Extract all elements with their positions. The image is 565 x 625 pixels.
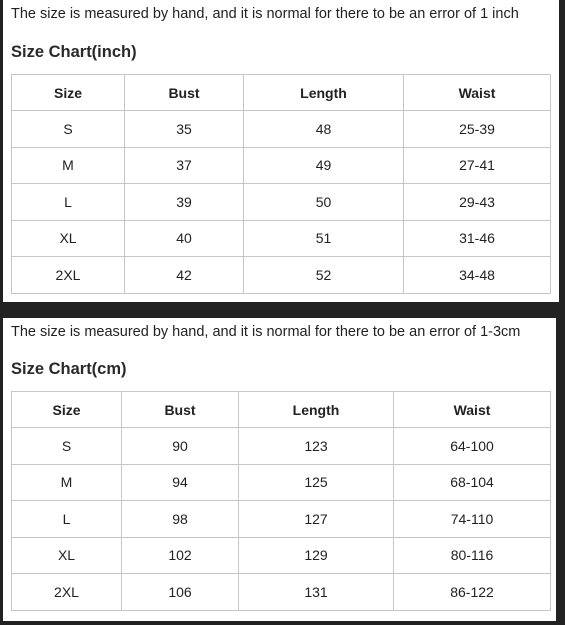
header-size: Size bbox=[12, 392, 122, 428]
inch-chart-title: Size Chart(inch) bbox=[11, 43, 137, 61]
inch-measurement-note: The size is measured by hand, and it is normal for there to be an error of 1 inch bbox=[11, 6, 519, 22]
cell-size: S bbox=[12, 428, 122, 465]
table-row bbox=[12, 574, 551, 611]
cell-bust: 106 bbox=[122, 574, 239, 611]
cell-length: 125 bbox=[239, 464, 394, 501]
cell-waist: 27-41 bbox=[404, 147, 551, 184]
inch-size-table bbox=[11, 74, 551, 294]
cell-length: 123 bbox=[239, 428, 394, 465]
table-row bbox=[12, 428, 551, 465]
header-bust: Bust bbox=[125, 75, 244, 111]
inch-size-panel bbox=[3, 0, 559, 302]
table-row bbox=[12, 220, 551, 257]
table-row bbox=[12, 537, 551, 574]
header-waist: Waist bbox=[394, 392, 551, 428]
cell-waist: 74-110 bbox=[394, 501, 551, 538]
cell-length: 48 bbox=[244, 111, 404, 148]
cell-length: 49 bbox=[244, 147, 404, 184]
cell-length: 51 bbox=[244, 220, 404, 257]
cm-measurement-note: The size is measured by hand, and it is normal for there to be an error of 1-3cm bbox=[11, 324, 521, 340]
cell-size: M bbox=[12, 147, 125, 184]
cell-size: 2XL bbox=[12, 257, 125, 294]
cell-bust: 94 bbox=[122, 464, 239, 501]
table-header-row bbox=[12, 75, 551, 111]
cell-bust: 39 bbox=[125, 184, 244, 221]
cell-length: 50 bbox=[244, 184, 404, 221]
header-length: Length bbox=[239, 392, 394, 428]
cm-size-table bbox=[11, 391, 551, 611]
cell-waist: 80-116 bbox=[394, 537, 551, 574]
cell-waist: 29-43 bbox=[404, 184, 551, 221]
cell-bust: 102 bbox=[122, 537, 239, 574]
cell-waist: 34-48 bbox=[404, 257, 551, 294]
cm-chart-title: Size Chart(cm) bbox=[11, 360, 127, 378]
cell-bust: 42 bbox=[125, 257, 244, 294]
cell-bust: 98 bbox=[122, 501, 239, 538]
header-length: Length bbox=[244, 75, 404, 111]
table-row bbox=[12, 501, 551, 538]
cell-size: 2XL bbox=[12, 574, 122, 611]
cell-bust: 35 bbox=[125, 111, 244, 148]
cell-length: 129 bbox=[239, 537, 394, 574]
cell-waist: 68-104 bbox=[394, 464, 551, 501]
table-row bbox=[12, 147, 551, 184]
table-header-row bbox=[12, 392, 551, 428]
cell-size: M bbox=[12, 464, 122, 501]
table-row bbox=[12, 257, 551, 294]
header-bust: Bust bbox=[122, 392, 239, 428]
cell-size: L bbox=[12, 184, 125, 221]
header-size: Size bbox=[12, 75, 125, 111]
cell-waist: 31-46 bbox=[404, 220, 551, 257]
table-row bbox=[12, 184, 551, 221]
cell-bust: 40 bbox=[125, 220, 244, 257]
cell-length: 127 bbox=[239, 501, 394, 538]
cell-length: 52 bbox=[244, 257, 404, 294]
cell-waist: 25-39 bbox=[404, 111, 551, 148]
cm-size-panel bbox=[3, 318, 556, 621]
cell-size: L bbox=[12, 501, 122, 538]
cell-bust: 37 bbox=[125, 147, 244, 184]
table-row bbox=[12, 464, 551, 501]
cell-bust: 90 bbox=[122, 428, 239, 465]
cell-size: S bbox=[12, 111, 125, 148]
cell-size: XL bbox=[12, 220, 125, 257]
cell-length: 131 bbox=[239, 574, 394, 611]
cell-size: XL bbox=[12, 537, 122, 574]
header-waist: Waist bbox=[404, 75, 551, 111]
table-row bbox=[12, 111, 551, 148]
cell-waist: 86-122 bbox=[394, 574, 551, 611]
cell-waist: 64-100 bbox=[394, 428, 551, 465]
